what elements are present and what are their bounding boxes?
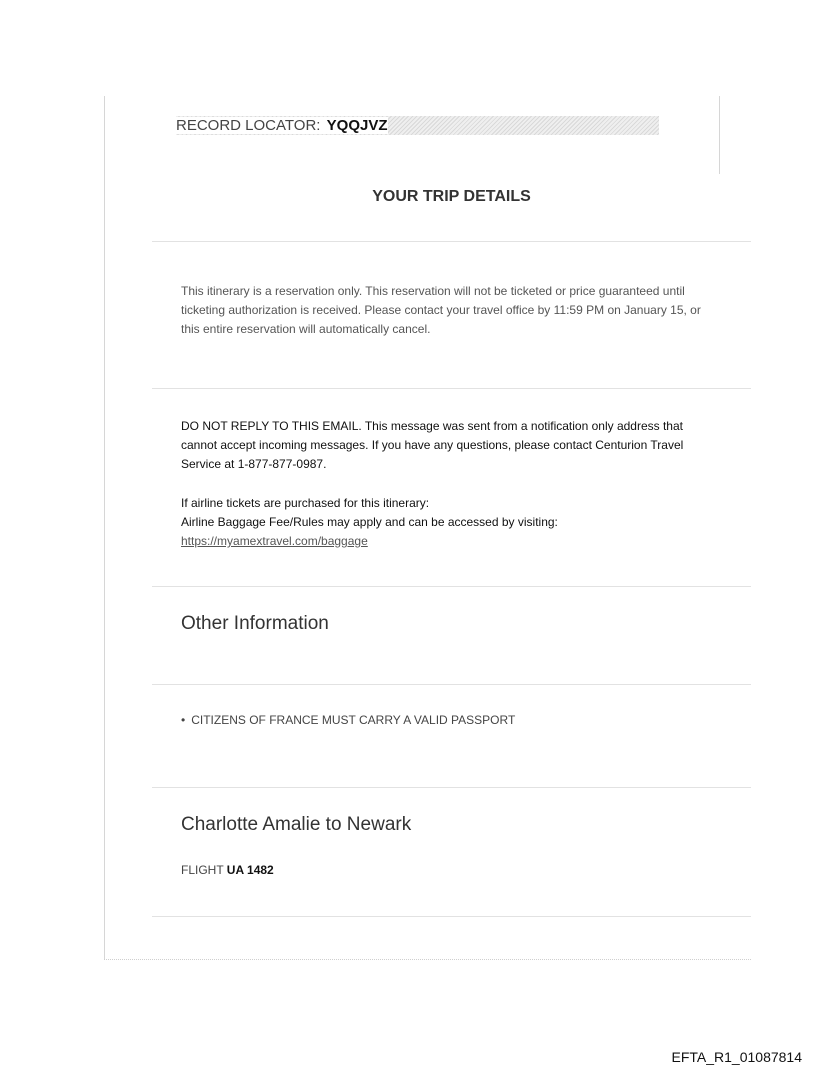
reservation-notice [181, 282, 721, 339]
flight-info [181, 863, 274, 877]
noreply-line: Service at 1-877-877-0987. [181, 457, 327, 471]
divider [152, 241, 751, 242]
frame-left-border [104, 96, 105, 960]
bullet-icon: • [181, 713, 186, 727]
divider [152, 684, 751, 685]
notice-line: This itinerary is a reservation only. This reservation will not be ticketed or price guaranteed until [181, 284, 685, 298]
record-locator [176, 116, 659, 135]
notice-line: ticketing authorization is received. Please contact your travel office by 11:59 PM on January 15, or [181, 303, 701, 317]
flight-label: FLIGHT [181, 863, 227, 877]
divider [152, 586, 751, 587]
document-id: EFTA_R1_01087814 [671, 1049, 802, 1065]
divider [152, 388, 751, 389]
baggage-info [181, 494, 721, 551]
frame-right-border [719, 96, 720, 174]
flight-number: UA 1482 [226, 863, 274, 877]
list-item [181, 713, 515, 727]
list-item-text: CITIZENS OF FRANCE MUST CARRY A VALID PASSPORT [191, 713, 516, 727]
record-locator-label: RECORD LOCATOR: [176, 117, 325, 134]
record-locator-value: YQQJVZ [326, 117, 388, 134]
baggage-link[interactable]: https://myamextravel.com/baggage [181, 534, 368, 548]
baggage-line: If airline tickets are purchased for this itinerary: [181, 496, 430, 510]
notice-line: this entire reservation will automatically cancel. [181, 322, 431, 336]
noreply-line: DO NOT REPLY TO THIS EMAIL. This message was sent from a notification only address that [181, 419, 683, 433]
divider [152, 787, 751, 788]
frame-bottom-border [104, 959, 751, 960]
divider [152, 916, 751, 917]
noreply-notice [181, 417, 721, 474]
baggage-line: Airline Baggage Fee/Rules may apply and can be accessed by visiting: [181, 515, 558, 529]
trip-title: YOUR TRIP DETAILS [372, 188, 531, 205]
noreply-line: cannot accept incoming messages. If you have any questions, please contact Centurion Travel [181, 438, 684, 452]
segment-heading: Charlotte Amalie to Newark [181, 814, 412, 835]
other-information-heading: Other Information [181, 613, 329, 634]
